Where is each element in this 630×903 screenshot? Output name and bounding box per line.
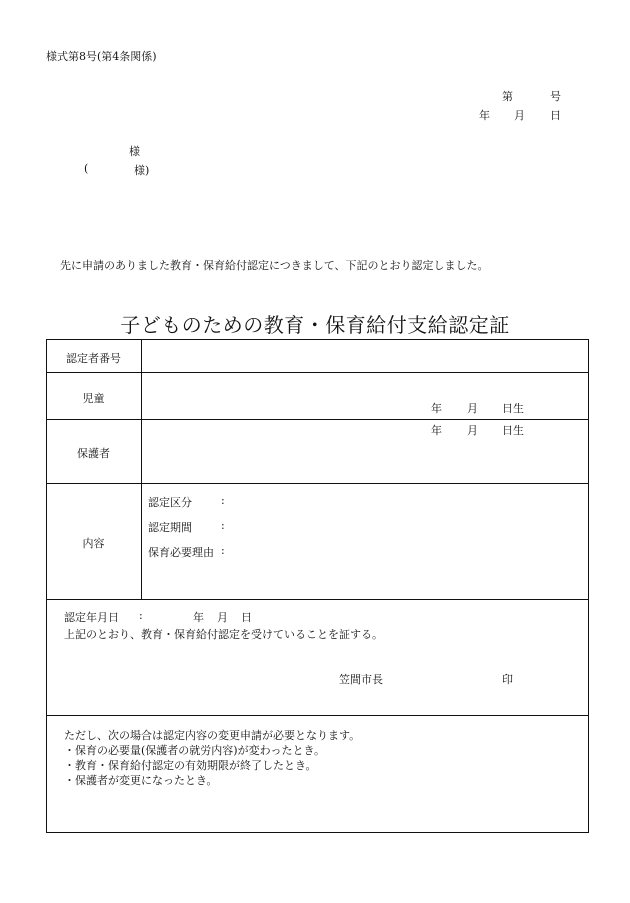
- addressee-paren-open: (: [84, 162, 89, 175]
- child-birth-month: 月: [467, 402, 478, 415]
- row-divider: [46, 599, 589, 600]
- form-number: 様式第8号(第4条関係): [46, 50, 157, 63]
- note-line: ・保護者が変更になったとき。: [64, 774, 218, 787]
- cert-number-label: 認定者番号: [66, 352, 121, 365]
- guardian-label: 保護者: [77, 447, 110, 460]
- row-divider: [46, 715, 589, 716]
- note-line: ・保育の必要量(保護者の就労内容)が変わったとき。: [64, 744, 326, 757]
- cert-date-label: 認定年月日: [64, 611, 119, 624]
- cert-date-month: 月: [217, 611, 228, 624]
- note-line: ただし、次の場合は認定内容の変更申請が必要となります。: [64, 729, 361, 742]
- column-divider: [141, 339, 142, 599]
- content-item-label: 認定期間: [148, 521, 192, 534]
- mayor-title: 笠間市長: [339, 673, 383, 686]
- addressee-sama: 様: [129, 145, 140, 158]
- number-dai: 第: [502, 90, 513, 103]
- guardian-birth-month: 月: [467, 424, 478, 437]
- intro-text: 先に申請のありました教育・保育給付認定につきまして、下記のとおり認定しました。: [60, 259, 489, 272]
- content-item-colon: :: [221, 494, 225, 507]
- row-divider: [46, 419, 589, 420]
- child-label: 児童: [82, 392, 105, 405]
- content-item-colon: :: [221, 519, 225, 532]
- row-divider: [46, 372, 589, 373]
- cert-date-day: 日: [241, 611, 252, 624]
- note-line: ・教育・保育給付認定の有効期限が終了したとき。: [64, 759, 317, 772]
- content-item-label: 保育必要理由: [148, 546, 214, 559]
- child-birth-day: 日生: [502, 402, 524, 415]
- certify-text: 上記のとおり、教育・保育給付認定を受けていることを証する。: [64, 628, 383, 641]
- page-title: 子どものための教育・保育給付支給認定証: [120, 313, 510, 337]
- row-divider: [46, 483, 589, 484]
- content-item-label: 認定区分: [148, 496, 192, 509]
- date-month: 月: [514, 109, 525, 122]
- content-item-colon: :: [221, 544, 225, 557]
- number-go: 号: [550, 90, 561, 103]
- cert-date-year: 年: [193, 611, 204, 624]
- date-day: 日: [550, 109, 561, 122]
- guardian-birth-day: 日生: [502, 424, 524, 437]
- guardian-birth-year: 年: [431, 424, 442, 437]
- addressee-paren-sama: 様): [134, 164, 150, 177]
- seal-mark: 印: [502, 673, 513, 686]
- date-year: 年: [479, 109, 490, 122]
- child-birth-year: 年: [431, 402, 442, 415]
- content-label: 内容: [82, 537, 105, 550]
- cert-date-colon: :: [139, 609, 143, 622]
